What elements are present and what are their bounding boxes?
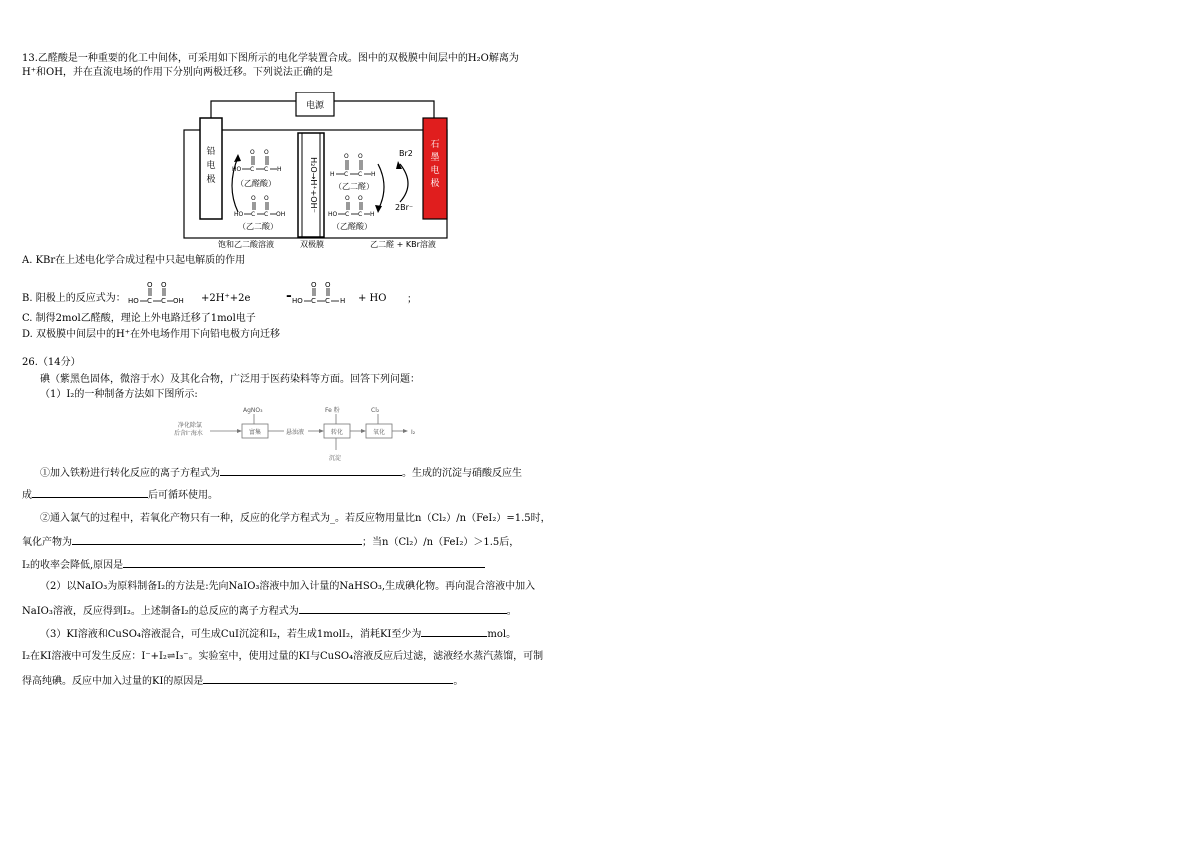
svg-text:C: C	[345, 211, 350, 218]
svg-text:O: O	[358, 153, 363, 160]
svg-text:O: O	[251, 195, 256, 202]
q26-p7-text: NaIO₃溶液，反应得到I₂。上述制备I₂的总反应的离子方程式为	[22, 606, 299, 617]
svg-text:C: C	[358, 171, 363, 178]
svg-text:C: C	[325, 297, 330, 305]
bromine-cycle-arrow	[400, 164, 408, 202]
glyoxylic-acid-structure-right	[328, 195, 375, 218]
right-top-label: （乙二醛）	[334, 182, 374, 191]
q13-option-b-mid: +2H⁺+2e	[201, 293, 251, 304]
answer-blank-2[interactable]	[32, 488, 148, 498]
electrolysis-cell-diagram	[178, 92, 458, 252]
q13-option-b-end: + HO	[358, 293, 387, 304]
br2-label: Br2	[399, 149, 413, 158]
q13-stem-line2: H⁺和OH，并在直流电场的作用下分别向两极迁移。下列说法正确的是	[22, 67, 333, 78]
q13-option-b-punct: ；	[407, 294, 417, 305]
q26-p5	[22, 558, 485, 572]
flow-reagent2: Fe 粉	[325, 407, 340, 414]
iodine-process-flow	[170, 402, 430, 464]
q13-stem-line1: 13.乙醛酸是一种重要的化工中间体，可采用如下图所示的电化学装置合成。图中的双极膜中间层中的H₂O解离为	[22, 53, 519, 64]
svg-text:OH: OH	[276, 211, 286, 218]
q26-sub1: （1）I₂的一种制备方法如下图所示:	[40, 389, 198, 400]
q26-p7	[22, 604, 517, 618]
svg-text:C: C	[250, 166, 255, 173]
q26-p4-text: 氧化产物为	[22, 537, 72, 548]
lead-electrode-char1: 铅	[206, 147, 216, 157]
q26-p2-text: 成	[22, 490, 32, 501]
q26-p2-text-end: 后可循环使用。	[148, 490, 218, 501]
left-bottom-label: （乙二酸）	[238, 222, 278, 231]
q26-p1	[40, 466, 522, 480]
lead-electrode-char3: 极	[206, 175, 216, 185]
svg-text:O: O	[344, 153, 349, 160]
flow-box2-label: 转化	[330, 429, 344, 436]
flow-start-line1: 净化除氯	[178, 422, 203, 429]
svg-text:C: C	[311, 297, 316, 305]
answer-blank-1[interactable]	[220, 466, 402, 476]
svg-text:H: H	[277, 166, 282, 173]
q13-option-b-arrow: -	[286, 288, 292, 304]
flow-product: I₂	[411, 429, 416, 436]
svg-text:O: O	[358, 195, 363, 202]
oxalic-acid-structure-left	[234, 195, 285, 218]
q26-p4	[22, 535, 519, 549]
q26-p10-text-end: 。	[453, 676, 464, 687]
right-bottom-label: （乙醛酸）	[332, 222, 372, 231]
svg-text:O: O	[250, 149, 255, 156]
svg-text:H: H	[370, 211, 375, 218]
svg-text:HO: HO	[234, 211, 244, 218]
flow-box3-label: 氧化	[372, 429, 386, 436]
q26-p2	[22, 488, 218, 502]
water-dissociation-text: H₂O→H⁺+OH⁻	[309, 157, 318, 213]
q26-p5-text: I₂的收率会降低,原因是	[22, 560, 124, 571]
q26-p7-text-end: 。	[506, 606, 517, 617]
lead-electrode-char2: 电	[206, 161, 216, 171]
svg-text:HO: HO	[328, 211, 338, 218]
svg-text:C: C	[358, 211, 363, 218]
q13-option-d: D. 双极膜中间层中的H⁺在外电场作用下向铅电极方向迁移	[22, 329, 281, 340]
q26-p4-text-end: ；当n（Cl₂）/n（FeI₂）＞1.5后，	[362, 537, 520, 548]
svg-text:C: C	[264, 211, 269, 218]
flow-box1-label: 富集	[248, 429, 262, 436]
glyoxal-structure	[330, 153, 376, 178]
svg-text:O: O	[311, 281, 317, 289]
svg-text:HO: HO	[232, 166, 242, 173]
flow-mid-label: 悬浊液	[286, 429, 305, 436]
q26-p8	[40, 627, 516, 641]
svg-text:HO: HO	[128, 297, 139, 305]
q26-p10	[22, 674, 463, 688]
q26-p1-text-end: 。生成的沉淀与硝酸反应生	[402, 468, 522, 479]
svg-text:O: O	[264, 149, 269, 156]
svg-text:O: O	[345, 195, 350, 202]
svg-text:HO: HO	[292, 297, 303, 305]
q26-p10-text: 得高纯碘。反应中加入过量的KI的原因是	[22, 676, 204, 687]
q13-option-a: A. KBr在上述电化学合成过程中只起电解质的作用	[22, 255, 246, 266]
svg-text:C: C	[264, 166, 269, 173]
graphite-char3: 电	[430, 166, 440, 176]
right-curved-arrow	[378, 164, 384, 210]
svg-text:H: H	[371, 171, 376, 178]
q26-p6: （2）以NaIO₃为原料制备I₂的方法是:先向NaIO₃溶液中加入计量的NaHSO₃,生成碘化物。再向混合溶液中加入	[40, 581, 536, 592]
membrane-label: 双极膜	[300, 240, 324, 249]
svg-text:O: O	[325, 281, 331, 289]
q26-p9: I₂在KI溶液中可发生反应：I⁻+I₂⇌I₃⁻。实验室中，使用过量的KI与CuSO₄溶液反应后过滤，滤液经水蒸汽蒸馏，可制	[22, 651, 544, 662]
right-solution-label: 乙二醛 + KBr溶液	[370, 240, 436, 249]
oxalic-acid-structure-inline	[128, 280, 200, 306]
flow-reagent3: Cl₂	[371, 407, 380, 414]
left-solution-label: 饱和乙二酸溶液	[218, 240, 274, 249]
svg-text:C: C	[251, 211, 256, 218]
answer-blank-6[interactable]	[421, 627, 487, 637]
q26-intro: 碘（紫黑色固体，微溶于水）及其化合物，广泛用于医药染料等方面。回答下列问题：	[40, 374, 420, 385]
answer-blank-3[interactable]	[72, 535, 362, 545]
svg-text:O: O	[264, 195, 269, 202]
svg-text:O: O	[161, 281, 167, 289]
left-top-label: （乙醛酸）	[236, 179, 276, 188]
q13-option-b-prefix: B. 阳极上的反应式为：	[22, 293, 126, 304]
flow-precipitate: 沉淀	[329, 455, 342, 462]
glyoxylic-acid-structure-inline	[292, 280, 356, 306]
q26-header: 26.（14分）	[22, 357, 81, 368]
answer-blank-4[interactable]	[123, 558, 485, 568]
graphite-char2: 墨	[430, 153, 440, 163]
br-minus-label: 2Br⁻	[395, 203, 414, 212]
graphite-char4: 极	[430, 179, 440, 189]
svg-text:C: C	[147, 297, 152, 305]
q26-p3: ②通入氯气的过程中，若氧化产物只有一种，反应的化学方程式为_。若反应物用量比n（Cl₂）/n（FeI₂）=1.5时，	[40, 513, 551, 524]
answer-blank-7[interactable]	[203, 674, 453, 684]
flow-start-line2: 后含I⁻海水	[174, 430, 203, 437]
q26-p8-text-end: mol。	[487, 629, 517, 640]
q26-p1-text: ①加入铁粉进行转化反应的离子方程式为	[40, 468, 220, 479]
svg-text:OH: OH	[173, 297, 184, 305]
svg-text:C: C	[161, 297, 166, 305]
q26-p8-text: （3）KI溶液和CuSO₄溶液混合，可生成CuI沉淀和I₂，若生成1molI₂，消耗KI至少为	[40, 629, 422, 640]
svg-text:O: O	[147, 281, 153, 289]
answer-blank-5[interactable]	[299, 604, 507, 614]
svg-text:H: H	[340, 297, 346, 305]
q13-option-c: C. 制得2mol乙醛酸，理论上外电路迁移了1mol电子	[22, 313, 256, 324]
flow-reagent1: AgNO₃	[243, 407, 263, 414]
svg-text:H: H	[330, 171, 335, 178]
svg-text:C: C	[344, 171, 349, 178]
graphite-char1: 石	[430, 140, 440, 150]
power-source-label: 电源	[305, 101, 325, 111]
